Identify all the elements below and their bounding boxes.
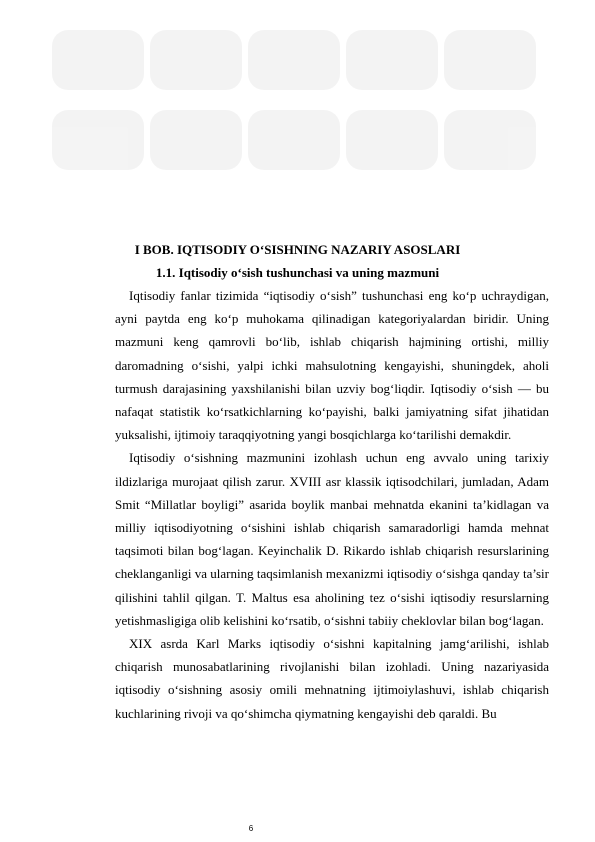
- paragraph: XIX asrda Karl Marks iqtisodiy o‘sishni kapitalning jamg‘arilishi, ishlab chiqarish munosabatlarining rivojlanishi bilan izohladi. Uning nazariyasida iqtisodiy o‘sishning asosiy omili mehnatning ijtimoiylashuvi, ishlab chiqarish kuchlarining rivoji va qo‘shimcha qiymatning kengayishi deb qaraldi. Bu: [115, 636, 549, 721]
- watermark-shape: [346, 110, 438, 170]
- section-title: 1.1. Iqtisodiy o‘sish tushunchasi va uning mazmuni: [155, 265, 440, 280]
- paragraph: Iqtisodiy o‘sishning mazmunini izohlash uchun eng avvalo uning tarixiy ildizlariga murojaat qilish zarur. XVIII asr klassik iqtisodchilari, jumladan, Adam Smit “Millatlar boyligi” asarida boylik manbai mehnatda ekanini ta’kidlagan va milliy iqtisodiyotning o‘sishini ishlab chiqarish samaradorligi hamda mehnat taqsimoti bilan bog‘lagan. Keyinchalik D. Rikardo ishlab chiqarish resurslarining cheklanganligi va ularning taqsimlanish mexanizmi iqtisodiy o‘sishga qanday ta’sir qilishini tahlil qilgan. T. Maltus esa aholining tez o‘sishi iqtisodiy resurslarning yetishmasligiga olib kelishini ko‘rsatib, o‘sishni tabiiy cheklovlar bilan bog‘lagan.: [115, 450, 549, 628]
- watermark-shape: [248, 110, 340, 170]
- watermark-shape: [150, 30, 242, 90]
- body-text: [115, 284, 549, 725]
- watermark-shape: [444, 110, 536, 170]
- watermark-shape: [444, 30, 536, 90]
- paragraph: Iqtisodiy fanlar tizimida “iqtisodiy o‘sish” tushunchasi eng ko‘p uchraydigan, ayni paytda eng ko‘p muhokama qilinadigan kategoriyalardan biridir. Uning mazmuni keng qamrovli bo‘lib, ishlab chiqarish hajmining ortishi, milliy daromadning o‘sishi, yalpi ichki mahsulotning kengayishi, shuningdek, aholi turmush darajasining yaxshilanishi bilan uzviy bog‘liqdir. Iqtisodiy o‘sish — bu nafaqat statistik ko‘rsatkichlarning ko‘payishi, balki jamiyatning sifat jihatidan yuksalishi, ijtimoiy taraqqiyotning yangi bosqichlarga ko‘tarilishi demakdir.: [115, 288, 549, 443]
- watermark-shape: [248, 30, 340, 90]
- page-number: 6: [248, 824, 254, 833]
- watermark-shape: [52, 110, 144, 170]
- watermark-shape: [150, 110, 242, 170]
- watermark-shape: [346, 30, 438, 90]
- watermark-shape: [52, 30, 144, 90]
- watermark: [52, 30, 542, 180]
- chapter-title: I BOB. IQTISODIY O‘SISHNING NAZARIY ASOSLARI: [134, 242, 461, 257]
